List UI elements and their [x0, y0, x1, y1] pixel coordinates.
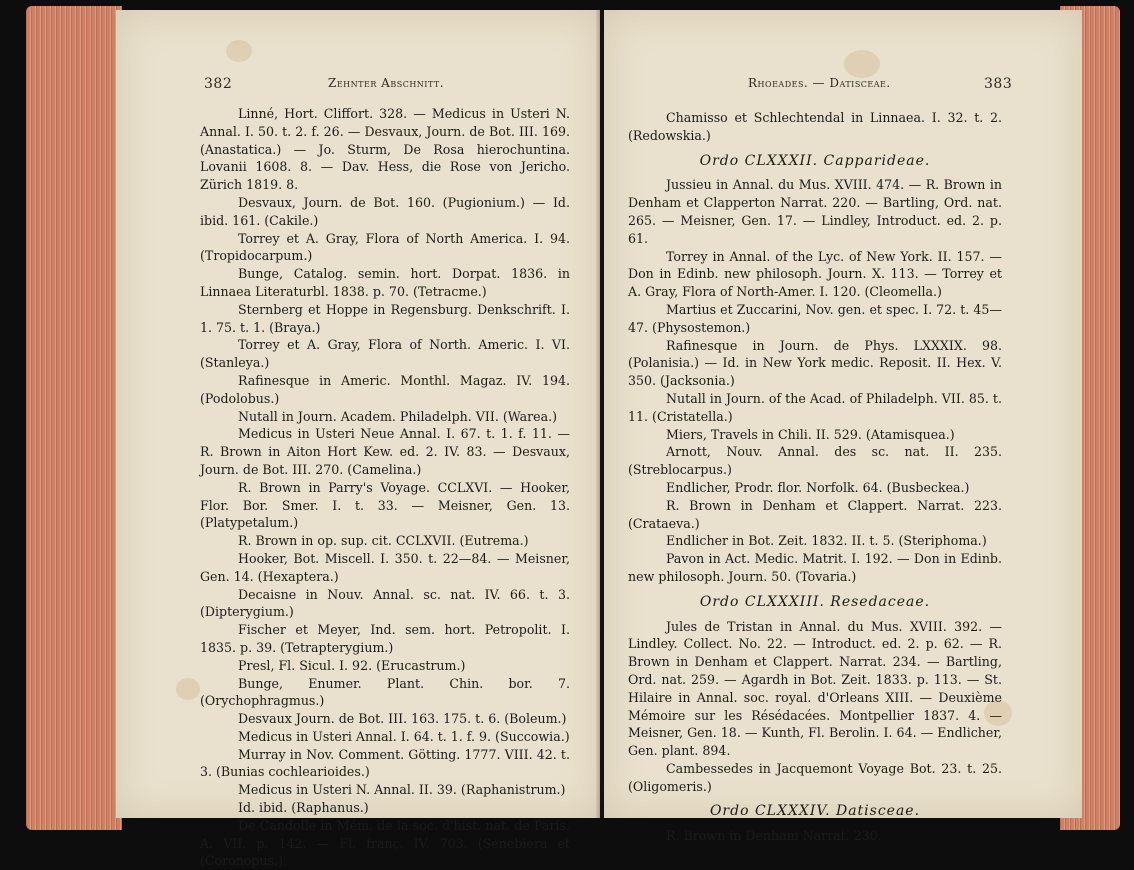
citation-paragraph: Fischer et Meyer, Ind. sem. hort. Petropolit. I. 1835. p. 39. (Tetrapterygium.) [200, 622, 570, 655]
citation-paragraph: Medicus in Usteri Annal. I. 64. t. 1. f. 9. (Succowia.) [238, 728, 570, 744]
citation-paragraph: Rafinesque in Journ. de Phys. LXXXIX. 98. (Polanisia.) — Id. in New York medic. Reposit. II. Hex. V. 350. (Jacksonia.) [628, 337, 1002, 389]
ordo-heading: Ordo CLXXXIII. Resedaceae. [699, 593, 931, 610]
citation-paragraph: Rafinesque in Americ. Monthl. Magaz. IV. 194. (Podolobus.) [200, 372, 570, 406]
right-page [604, 10, 1082, 844]
citation-paragraph: Chamisso et Schlechtendal in Linnaea. I. 32. t. 2. (Redowskia.) [628, 110, 1002, 143]
citation-paragraph: Jules de Tristan in Annal. du Mus. XVIII. 392. — Lindley. Collect. No. 22. — Introduct. ed. 2. p. 62. — R. Brown in Denham et Clappert. Narrat. 234. — Bartling, Ord. nat. 259. — Agardh in Bot. Zeit. 1833. p. 113. — St. Hilaire in Annal. soc. royal. d'Orleans XIII. — Deuxième Mémoire sur les Résédacées. Montpellier 1837. 4. — Meisner, Gen. 18. — Kunth, Fl. Berolin. I. 64. — Endlicher, Gen. plant. 894. [628, 618, 1002, 759]
left-page [116, 10, 600, 869]
citation-paragraph: Murray in Nov. Comment. Götting. 1777. VIII. 42. t. 3. (Bunias cochlearioides.) [200, 746, 570, 780]
citation-paragraph: R. Brown in Denham et Clappert. Narrat. 223. (Crataeva.) [628, 497, 1002, 531]
running-head: Rhoeades. — Datisceae. [748, 76, 891, 90]
citation-paragraph: Desvaux Journ. de Bot. III. 163. 175. t. 6. (Boleum.) [238, 711, 567, 727]
citation-paragraph: Martius et Zuccarini, Nov. gen. et spec. I. 72. t. 45—47. (Physostemon.) [628, 301, 1002, 335]
citation-paragraph: Presl, Fl. Sicul. I. 92. (Erucastrum.) [238, 657, 466, 673]
ordo-heading: Ordo CLXXXIV. Datisceae. [709, 803, 921, 820]
right-page-text [628, 109, 1002, 845]
citation-paragraph: Torrey et A. Gray, Flora of North. Americ. I. VI. (Stanleya.) [200, 337, 570, 371]
page-number: 383 [984, 76, 1013, 92]
citation-paragraph: Pavon in Act. Medic. Matrit. I. 192. — Don in Edinb. new philosoph. Journ. 50. (Tovaria.) [628, 551, 1002, 584]
citation-paragraph: Hooker, Bot. Miscell. I. 350. t. 22—84. — Meisner, Gen. 14. (Hexaptera.) [200, 550, 570, 584]
citation-paragraph: Bunge, Catalog. semin. hort. Dorpat. 1836. in Linnaea Literaturbl. 1838. p. 70. (Tetracme.) [200, 266, 570, 299]
citation-paragraph: Jussieu in Annal. du Mus. XVIII. 474. — R. Brown in Denham et Clapperton Narrat. 220. — Bartling, Ord. nat. 265. — Meisner, Gen. 17. — Lindley, Introduct. ed. 2. p. 61. [628, 177, 1002, 246]
citation-paragraph: R. Brown in Parry's Voyage. CCLXVI. — Hooker, Flor. Bor. Smer. I. t. 33. — Meisner, Gen. 13. (Platypetalum.) [200, 479, 570, 531]
page-number: 382 [204, 76, 233, 92]
citation-paragraph: Desvaux, Journ. de Bot. 160. (Pugionium.) — Id. ibid. 161. (Cakile.) [200, 194, 570, 228]
citation-paragraph: R. Brown in op. sup. cit. CCLXVII. (Eutrema.) [238, 533, 529, 549]
citation-paragraph: Medicus in Usteri N. Annal. II. 39. (Raphanistrum.) [238, 782, 566, 798]
left-page-text [200, 105, 570, 870]
left-page-edges [26, 6, 122, 830]
citation-paragraph: Torrey in Annal. of the Lyc. of New York. II. 157. — Don in Edinb. new philosoph. Journ. X. 113. — Torrey et A. Gray, Flora of North-Amer. I. 120. (Cleomella.) [628, 248, 1002, 300]
citation-paragraph: Cambessedes in Jacquemont Voyage Bot. 23. t. 25. (Oligomeris.) [628, 760, 1002, 794]
citation-paragraph: Nutall in Journ. Academ. Philadelph. VII. (Warea.) [238, 408, 557, 424]
citation-paragraph: Miers, Travels in Chili. II. 529. (Atamisquea.) [666, 426, 955, 442]
citation-paragraph: Arnott, Nouv. Annal. des sc. nat. II. 235. (Streblocarpus.) [628, 444, 1002, 478]
citation-paragraph: Endlicher, Prodr. flor. Norfolk. 64. (Busbeckea.) [666, 479, 970, 495]
foxing-spot [176, 678, 200, 700]
citation-paragraph: Nutall in Journ. of the Acad. of Philadelph. VII. 85. t. 11. (Cristatella.) [628, 390, 1002, 424]
citation-paragraph: De Candolle in Mém. de la soc. d'hist. nat. de Paris. A. VII. p. 142. — Fl. franç. IV. 703. (Senebiera et (Coronopus.) [200, 817, 570, 869]
running-head: Zehnter Abschnitt. [328, 76, 445, 90]
citation-paragraph: Torrey et A. Gray, Flora of North America. I. 94. (Tropidocarpum.) [200, 230, 570, 264]
citation-paragraph: Id. ibid. (Raphanus.) [238, 800, 369, 816]
citation-paragraph: Linné, Hort. Cliffort. 328. — Medicus in Usteri N. Annal. I. 50. t. 2. f. 26. — Desvaux, Journ. de Bot. III. 169. (Anastatica.) — Jo. Sturm, De Rosa hierochuntina. Lovanii 1608. 8. — Dav. Hess, die Rose von Jericho. Zürich 1819. 8. [200, 106, 570, 193]
citation-paragraph: Medicus in Usteri Neue Annal. I. 67. t. 1. f. 11. — R. Brown in Aiton Hort Kew. ed. 2. IV. 83. — Desvaux, Journ. de Bot. III. 270. (Camelina.) [200, 426, 570, 477]
citation-paragraph: Decaisne in Nouv. Annal. sc. nat. IV. 66. t. 3. (Dipterygium.) [200, 586, 570, 620]
foxing-spot [226, 40, 252, 62]
citation-paragraph: Sternberg et Hoppe in Regensburg. Denkschrift. I. 1. 75. t. 1. (Braya.) [200, 301, 570, 335]
ordo-heading: Ordo CLXXXII. Capparideae. [699, 152, 931, 169]
citation-paragraph: R. Brown in Denham Narrat. 230. [666, 828, 882, 844]
citation-paragraph: Bunge, Enumer. Plant. Chin. bor. 7. (Orychophragmus.) [200, 675, 570, 709]
citation-paragraph: Endlicher in Bot. Zeit. 1832. II. t. 5. (Steriphoma.) [666, 533, 987, 549]
foxing-spot [844, 50, 880, 78]
